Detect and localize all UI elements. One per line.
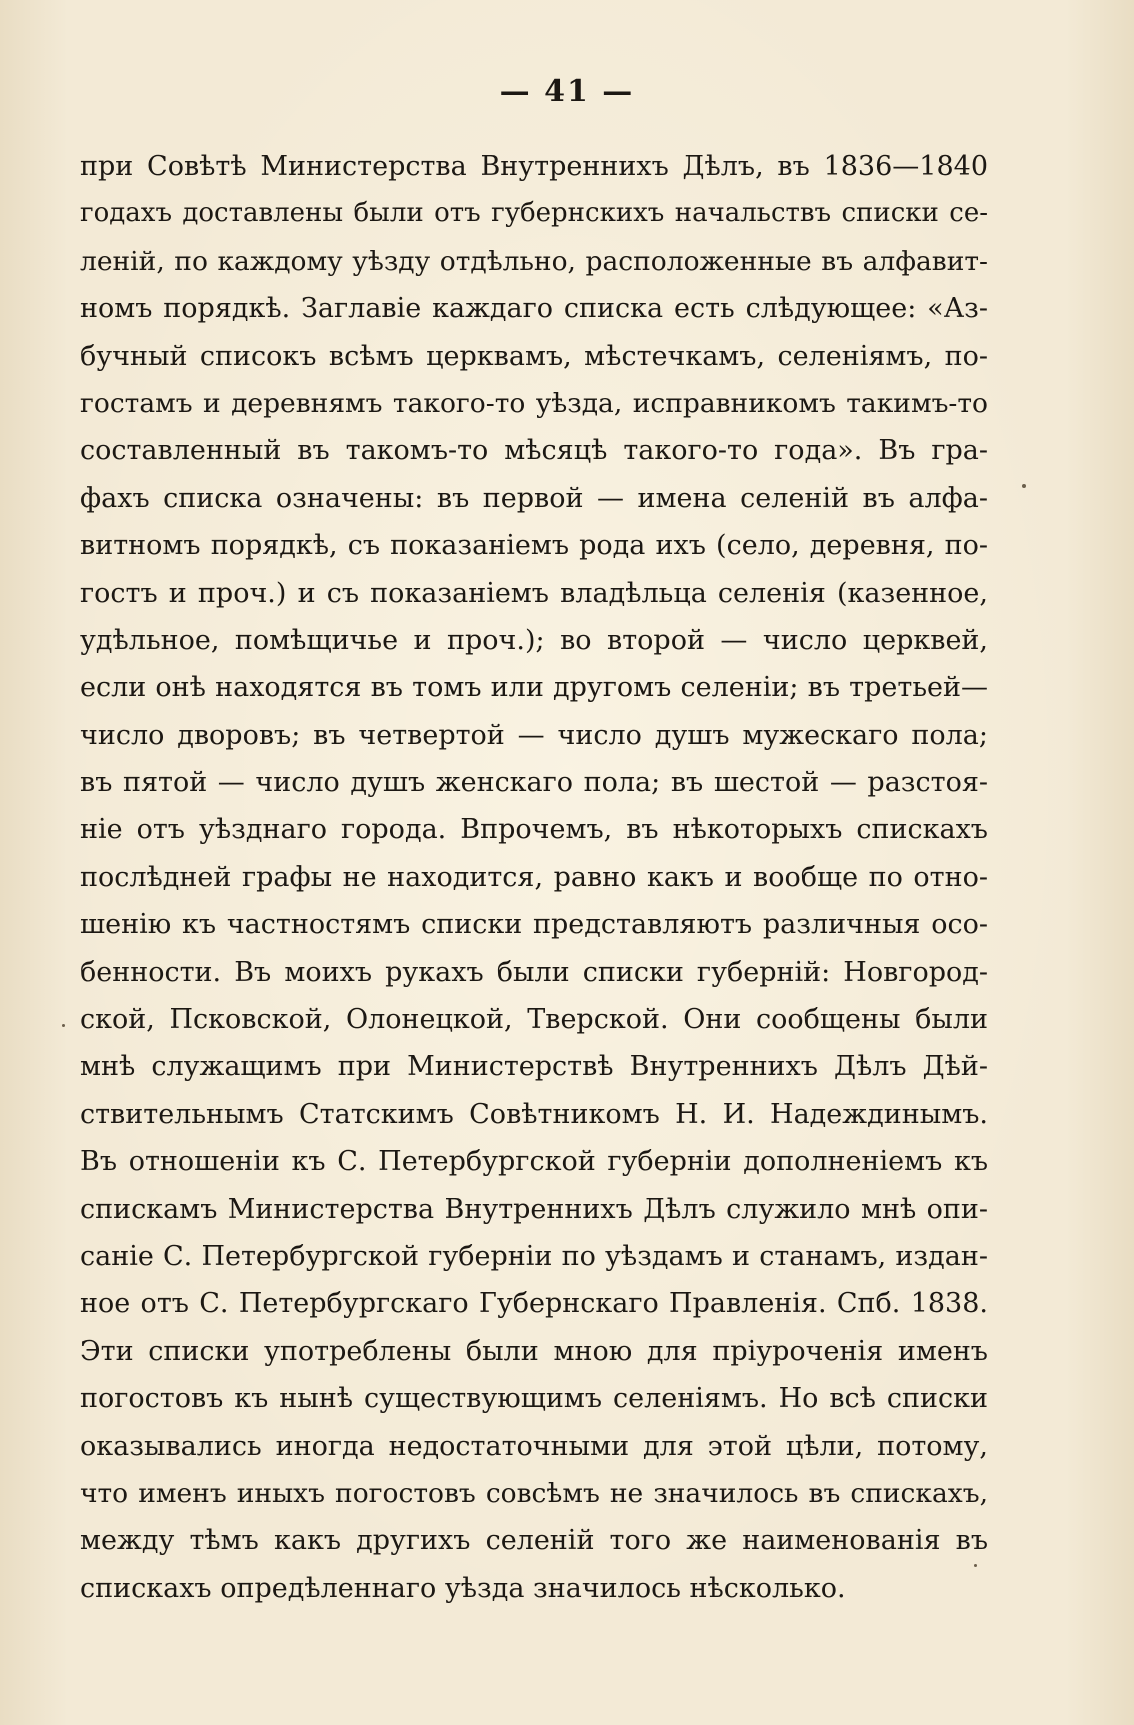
text-line: ствительнымъ Статскимъ Совѣтникомъ Н. И. Надеждинымъ. xyxy=(80,1098,988,1130)
text-line: леній, по каждому уѣзду отдѣльно, расположенные въ алфавит- xyxy=(80,245,988,277)
text-line: спискамъ Министерства Внутреннихъ Дѣлъ служило мнѣ опи- xyxy=(80,1193,988,1225)
text-line: спискахъ опредѣленнаго уѣзда значилось нѣсколько. xyxy=(80,1572,846,1604)
text-line: шенію къ частностямъ списки представляютъ различныя осо- xyxy=(80,909,988,941)
paper-speck xyxy=(1022,484,1026,488)
text-line: витномъ порядкѣ, съ показаніемъ рода ихъ (село, деревня, по- xyxy=(80,530,988,562)
paper-speck xyxy=(974,1564,977,1567)
text-line: ное отъ С. Петербургскаго Губернскаго Правленія. Спб. 1838. xyxy=(80,1288,988,1320)
paper-speck xyxy=(62,1024,65,1027)
text-line: ской, Псковской, Олонецкой, Тверской. Они сообщены были xyxy=(80,1004,988,1036)
text-line: Въ отношеніи къ С. Петербургской губерніи дополненіемъ къ xyxy=(80,1146,988,1178)
text-line: бучный списокъ всѣмъ церквамъ, мѣстечкамъ, селеніямъ, по- xyxy=(80,340,988,372)
text-line: бенности. Въ моихъ рукахъ были списки губерній: Новгород- xyxy=(80,956,988,988)
text-line: Эти списки употреблены были мною для пріуроченія именъ xyxy=(80,1335,988,1367)
text-line: что именъ иныхъ погостовъ совсѣмъ не значилось въ спискахъ, xyxy=(80,1477,988,1509)
text-line: годахъ доставлены были отъ губернскихъ начальствъ списки се- xyxy=(80,198,988,229)
text-line: между тѣмъ какъ другихъ селеній того же наименованія въ xyxy=(80,1525,988,1557)
text-line: при Совѣтѣ Министерства Внутреннихъ Дѣлъ, въ 1836—1840 xyxy=(80,151,988,182)
page-number: — 41 — xyxy=(499,74,635,109)
text-line: номъ порядкѣ. Заглавіе каждаго списка есть слѣдующее: «Аз- xyxy=(80,293,988,325)
body-text xyxy=(80,143,988,1612)
text-line: погостовъ къ нынѣ существующимъ селеніямъ. Но всѣ списки xyxy=(80,1383,988,1415)
text-line: въ пятой — число душъ женскаго пола; въ шестой — разстоя- xyxy=(80,767,988,799)
text-line: ніе отъ уѣзднаго города. Впрочемъ, въ нѣкоторыхъ спискахъ xyxy=(80,814,988,846)
text-line: число дворовъ; въ четвертой — число душъ мужескаго пола; xyxy=(80,719,988,751)
text-line: если онѣ находятся въ томъ или другомъ селеніи; въ третьей— xyxy=(80,672,988,704)
text-line: удѣльное, помѣщичье и проч.); во второй — число церквей, xyxy=(80,624,988,656)
text-line: фахъ списка означены: въ первой — имена селеній въ алфа- xyxy=(80,482,988,514)
text-line: саніе С. Петербургской губерніи по уѣздамъ и станамъ, издан- xyxy=(80,1240,988,1272)
text-line: составленный въ такомъ-то мѣсяцѣ такого-то года». Въ гра- xyxy=(80,435,988,467)
text-line: оказывались иногда недостаточными для этой цѣли, потому, xyxy=(80,1430,988,1462)
text-line: гостамъ и деревнямъ такого-то уѣзда, исправникомъ такимъ-то xyxy=(80,387,988,419)
text-line: послѣдней графы не находится, равно какъ и вообще по отно- xyxy=(80,861,988,893)
text-line: гостъ и проч.) и съ показаніемъ владѣльца селенія (казенное, xyxy=(80,577,988,609)
text-line: мнѣ служащимъ при Министерствѣ Внутреннихъ Дѣлъ Дѣй- xyxy=(80,1051,988,1083)
